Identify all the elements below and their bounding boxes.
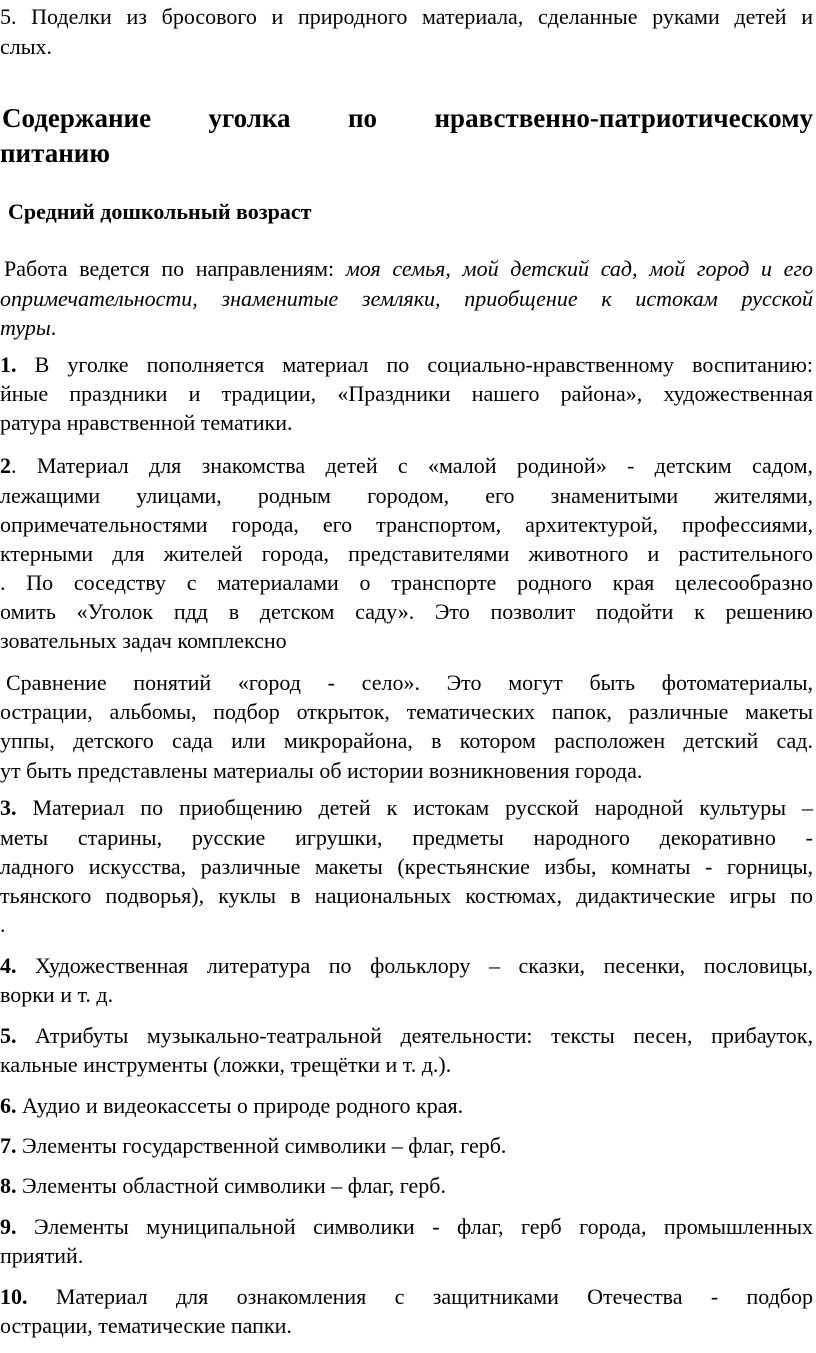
directions-line-3: туры. [0, 315, 57, 340]
section-heading-line-1: Содержание уголка по нравственно-патриотическому [2, 103, 813, 133]
item-1-line-2: йные праздники и традиции, «Праздники нашего района», художественная [0, 381, 813, 406]
intro-line-2: слых. [0, 34, 53, 59]
item-1-line-3: ратура нравственной тематики. [0, 410, 293, 435]
item-3-line-4: тьянского подворья), куклы в национальных костюмах, дидактические игры по [0, 883, 813, 908]
item-2-line-5: . По соседству с материалами о транспорте родного края целесообразно [0, 570, 813, 595]
comparison-line-1: Сравнение понятий «город - село». Это могут быть фотоматериалы, [6, 670, 813, 695]
item-4-line-1: 4. Художественная литература по фольклору – сказки, песенки, пословицы, [0, 953, 813, 978]
item-3-line-3: ладного искусства, различные макеты (крестьянские избы, комнаты - горницы, [0, 854, 813, 879]
item-6-line-1: 6. Аудио и видеокассеты о природе родного края. [0, 1093, 464, 1118]
item-2-line-3: опримечательностями города, его транспортом, архитектурой, профессиями, [0, 512, 813, 537]
item-9-line-1: 9. Элементы муниципальной символики - флаг, герб города, промышленных [0, 1214, 813, 1239]
comparison-line-3: уппы, детского сада или микрорайона, в котором расположен детский сад. [0, 728, 813, 753]
section-heading-line-2: питанию [0, 138, 110, 168]
item-2-line-7: зовательных задач комплексно [0, 628, 287, 653]
item-1-line-1: 1. В уголке пополняется материал по социально-нравственному воспитанию: [0, 352, 813, 377]
item-4-line-2: ворки и т. д. [0, 982, 114, 1007]
item-9-line-2: приятий. [0, 1243, 84, 1268]
item-3-line-5: . [0, 912, 6, 937]
intro-line-1: 5. Поделки из бросового и природного материала, сделанные руками детей и [0, 4, 813, 29]
item-2-line-2: лежащими улицами, родным городом, его знаменитыми жителями, [0, 483, 813, 508]
item-2-line-1: 2. Материал для знакомства детей с «малой родиной» - детским садом, [0, 453, 813, 478]
item-8-line-1: 8. Элементы областной символики – флаг, герб. [0, 1173, 446, 1198]
item-10-line-1: 10. Материал для ознакомления с защитниками Отечества - подбор [0, 1284, 813, 1309]
item-3-line-2: меты старины, русские игрушки, предметы народного декоративно - [0, 825, 813, 850]
directions-line-1: Работа ведется по направлениям: моя семья, мой детский сад, мой город и его [4, 256, 814, 281]
item-3-line-1: 3. Материал по приобщению детей к истокам русской народной культуры – [0, 795, 813, 820]
item-7-line-1: 7. Элементы государственной символики – флаг, герб. [0, 1133, 507, 1158]
item-10-line-2: острации, тематические папки. [0, 1313, 292, 1338]
item-5-line-1: 5. Атрибуты музыкально-театральной деятельности: тексты песен, прибауток, [0, 1023, 813, 1048]
directions-line-2: опримечательности, знаменитые земляки, приобщение к истокам русской [0, 286, 813, 311]
comparison-line-4: ут быть представлены материалы об истории возникновения города. [0, 758, 643, 783]
comparison-line-2: острации, альбомы, подбор открыток, тематических папок, различные макеты [0, 699, 813, 724]
subheading: Средний дошкольный возраст [8, 199, 312, 224]
item-2-line-4: ктерными для жителей города, представителями животного и растительного [0, 541, 813, 566]
item-5-line-2: кальные инструменты (ложки, трещётки и т. д.). [0, 1052, 452, 1077]
item-2-line-6: омить «Уголок пдд в детском саду». Это позволит подойти к решению [0, 599, 813, 624]
